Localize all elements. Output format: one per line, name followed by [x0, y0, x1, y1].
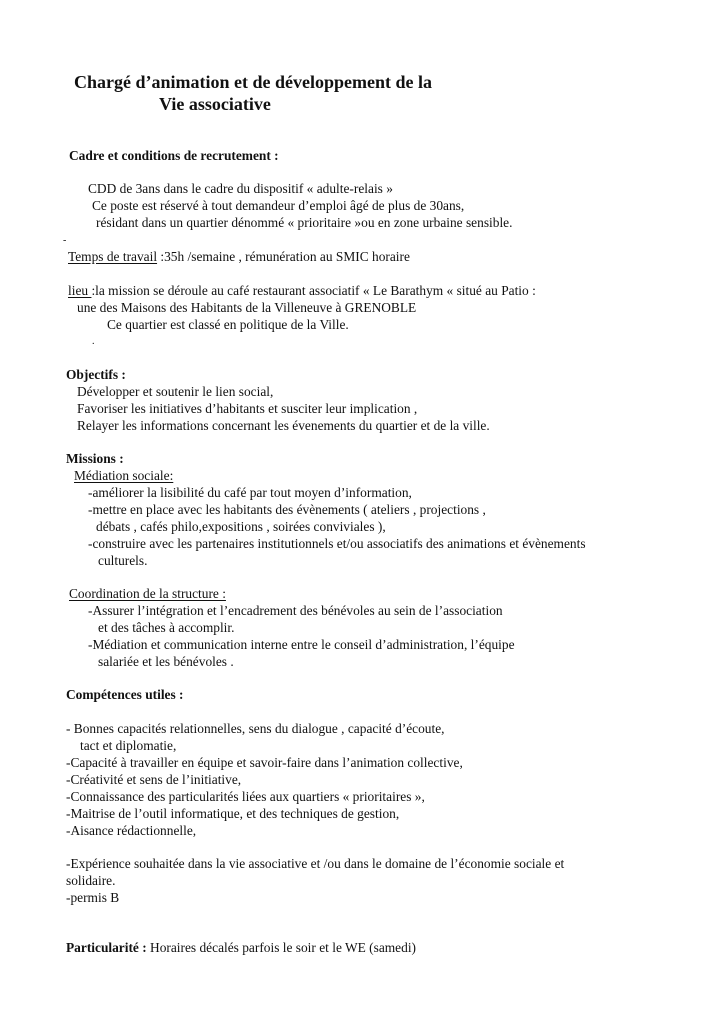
skill-item: -Aisance rédactionnelle, — [66, 823, 197, 838]
location-detail: une des Maisons des Habitants de la Villeneuve à GRENOBLE — [77, 300, 417, 315]
location-label: lieu — [68, 283, 92, 298]
particularity-text: Horaires décalés parfois le soir et le WE (samedi) — [146, 940, 417, 955]
skill-item: -Maitrise de l’outil informatique, et des techniques de gestion, — [66, 806, 400, 821]
skill-item: - Bonnes capacités relationnelles, sens du dialogue , capacité d’écoute, — [66, 721, 445, 736]
recruitment-line: CDD de 3ans dans le cadre du dispositif « adulte-relais » — [88, 181, 393, 196]
stray-dot: . — [92, 336, 95, 347]
location-detail: Ce quartier est classé en politique de la Ville. — [107, 317, 349, 332]
mission-item: -mettre en place avec les habitants des évènements ( ateliers , projections , — [88, 502, 486, 517]
experience-item: -Expérience souhaitée dans la vie associative et /ou dans le domaine de l’économie sociale et — [66, 856, 565, 871]
page-title-line-1: Chargé d’animation et de développement de la — [74, 72, 432, 92]
objective-item: Développer et soutenir le lien social, — [77, 384, 274, 399]
recruitment-line: résidant dans un quartier dénommé « prioritaire »ou en zone urbaine sensible. — [96, 215, 513, 230]
skills-heading: Compétences utiles : — [66, 687, 184, 702]
objectives-heading: Objectifs : — [66, 367, 126, 382]
objective-item: Favoriser les initiatives d’habitants et susciter leur implication , — [77, 401, 418, 416]
mission-item: débats , cafés philo,expositions , soirées conviviales ), — [96, 519, 386, 534]
recruitment-line: Ce poste est réservé à tout demandeur d’emploi âgé de plus de 30ans, — [92, 198, 465, 213]
mission-item: culturels. — [98, 553, 148, 568]
license-item: -permis B — [66, 890, 120, 905]
work-time-label: Temps de travail — [68, 249, 158, 264]
skill-item: -Connaissance des particularités liées aux quartiers « prioritaires », — [66, 789, 425, 804]
missions-heading: Missions : — [66, 451, 124, 466]
recruitment-heading: Cadre et conditions de recrutement : — [69, 148, 279, 163]
skill-item: tact et diplomatie, — [80, 738, 177, 753]
mission-item: -Médiation et communication interne entre le conseil d’administration, l’équipe — [88, 637, 515, 652]
mission-item: -améliorer la lisibilité du café par tout moyen d’information, — [88, 485, 412, 500]
location-line — [68, 283, 536, 299]
particularity-label: Particularité : — [66, 940, 147, 955]
work-time-text: :35h /semaine , rémunération au SMIC horaire — [157, 249, 410, 264]
particularity-line — [66, 940, 416, 956]
bullet-marker: - — [63, 235, 67, 246]
objective-item: Relayer les informations concernant les évenements du quartier et de la ville. — [77, 418, 490, 433]
experience-item: solidaire. — [66, 873, 116, 888]
mission-item: salariée et les bénévoles . — [98, 654, 234, 669]
mission-item: et des tâches à accomplir. — [98, 620, 235, 635]
mission-item: -Assurer l’intégration et l’encadrement des bénévoles au sein de l’association — [88, 603, 503, 618]
skill-item: -Créativité et sens de l’initiative, — [66, 772, 242, 787]
mission-item: -construire avec les partenaires institutionnels et/ou associatifs des animations et évènements — [88, 536, 586, 551]
location-text: :la mission se déroule au café restaurant associatif « Le Barathym « situé au Patio : — [91, 283, 536, 298]
coordination-subheading: Coordination de la structure : — [69, 586, 226, 601]
skill-item: -Capacité à travailler en équipe et savoir-faire dans l’animation collective, — [66, 755, 463, 770]
page-title-line-2: Vie associative — [159, 94, 271, 114]
mediation-subheading: Médiation sociale: — [74, 468, 174, 483]
work-time-line — [68, 249, 410, 265]
